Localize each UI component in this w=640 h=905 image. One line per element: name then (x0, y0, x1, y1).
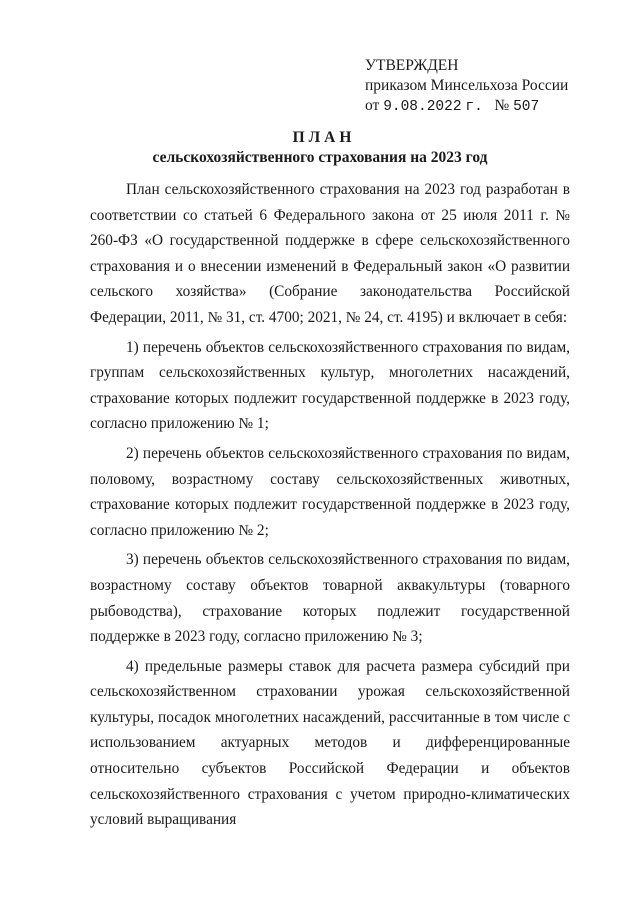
list-item-2: 2) перечень объектов сельскохозяйственного страхования по видам, половому, возрастному составу сельскохозяйственных животных, страхование которых подлежит государственной поддержке в 2023 году, согласно приложению № 2; (90, 444, 570, 539)
list-item-1: 1) перечень объектов сельскохозяйственного страхования по видам, группам сельскохозяйственных культур, многолетних насаждений, страхование которых подлежит государственной поддержке в 2023 году, согласно приложению № 1; (90, 338, 570, 433)
title-subheading: сельскохозяйственного страхования на 2023 год (152, 149, 488, 166)
document-body (90, 177, 570, 833)
approval-date-prefix: от (365, 97, 380, 114)
approval-date: 9.08.2022 (383, 99, 462, 115)
paragraph-intro: План сельскохозяйственного страхования на 2023 год разработан в соответствии со статьей 6 Федерального закона от 25 июля 2011 г. № 260-ФЗ «О государственной поддержке в сфере сельскохозяйственного страхования и о внесении изменений в Федеральный закон «О развитии сельского хозяйства» (Собрание законодательства Российской Федерации, 2011, № 31, ст. 4700; 2021, № 24, ст. 4195) и включает в себя: (90, 181, 570, 326)
approval-date-suffix: г. (465, 99, 483, 115)
title-heading: ПЛАН (292, 129, 356, 146)
approval-stamp (365, 56, 568, 117)
approval-number-sign: № (494, 97, 510, 114)
approval-title: УТВЕРЖДЕН (365, 57, 459, 74)
list-item-3: 3) перечень объектов сельскохозяйственного страхования по видам, возрастному составу объектов товарной аквакультуры (товарного рыбоводства), страхование которых подлежит государственной поддержке в 2023 году, согласно приложению № 3; (90, 551, 570, 646)
document-title (0, 128, 640, 168)
approval-date-line (365, 96, 568, 117)
list-item-4: 4) предельные размеры ставок для расчета размера субсидий при сельскохозяйственном страховании урожая сельскохозяйственной культуры, посадок многолетних насаждений, рассчитанные в том числе с использованием актуарных методов и дифференцированные относительно субъектов Российской Федерации и объектов сельскохозяйственного страхования с учетом природно-климатических условий выращивания (90, 657, 570, 829)
approval-number: 507 (513, 99, 540, 115)
approval-order: приказом Минсельхоза России (365, 77, 569, 94)
